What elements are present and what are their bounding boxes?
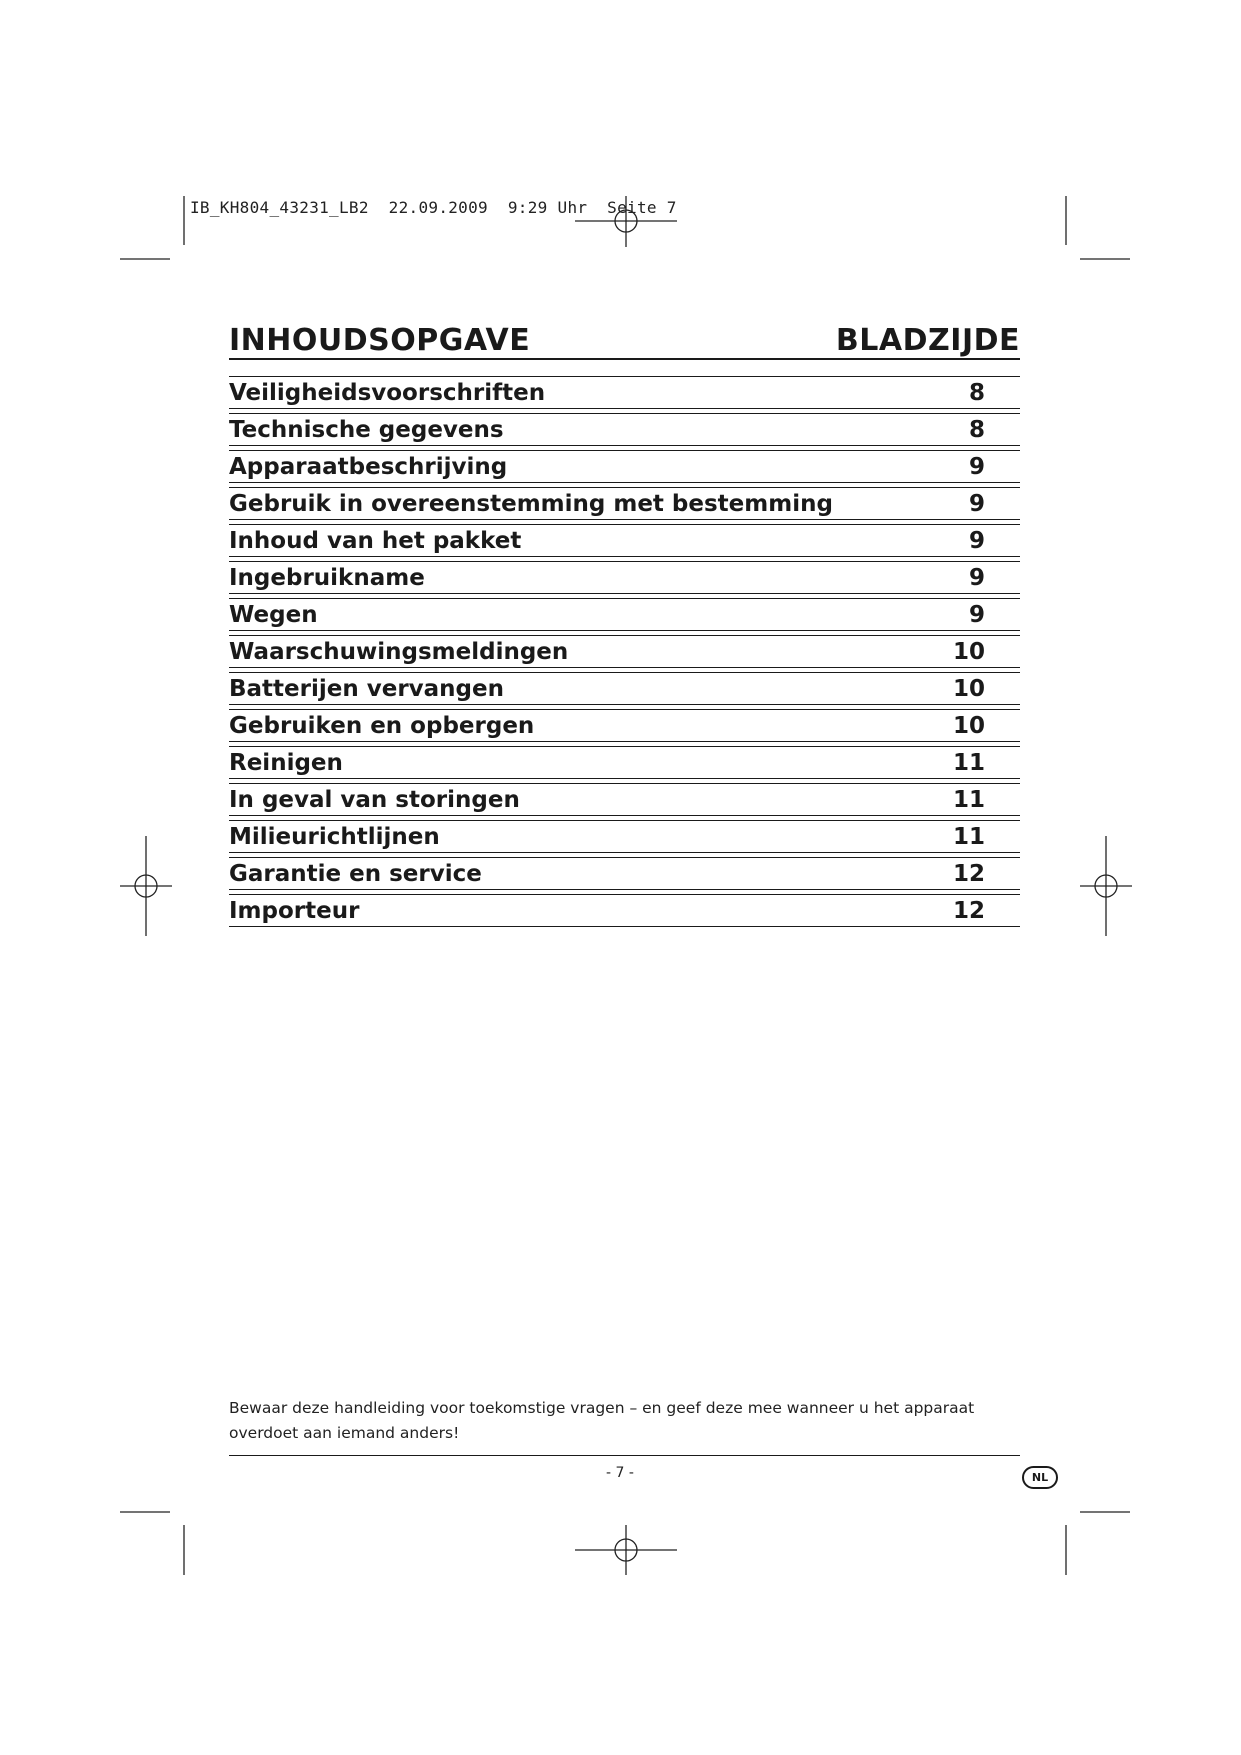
toc-entry-page: 11 [952, 787, 985, 813]
toc-entry-title: Inhoud van het pakket [229, 528, 522, 554]
toc-entry[interactable] [229, 487, 1020, 520]
toc-entry-title: Wegen [229, 602, 318, 628]
toc-entry[interactable] [229, 709, 1020, 742]
toc-entry[interactable] [229, 746, 1020, 779]
toc-entry-title: Gebruik in overeenstemming met bestemming [229, 491, 833, 517]
toc-entry-page: 10 [952, 713, 985, 739]
footer-note: Bewaar deze handleiding voor toekomstige vragen – en geef deze mee wanneer u het apparaat overdoet aan iemand anders! [229, 1399, 975, 1442]
toc-entry[interactable] [229, 635, 1020, 668]
toc-entry-title: Technische gegevens [229, 417, 504, 443]
toc-entry[interactable] [229, 376, 1020, 409]
toc-entry-title: Batterijen vervangen [229, 676, 504, 702]
toc-entry-page: 12 [952, 861, 985, 887]
page-number: - 7 - [606, 1465, 634, 1481]
table-of-contents [229, 318, 1020, 931]
toc-entry-page: 9 [968, 491, 985, 517]
footer-divider [229, 1455, 1020, 1456]
toc-entry-title: Garantie en service [229, 861, 482, 887]
toc-entry[interactable] [229, 820, 1020, 853]
toc-list [229, 376, 1020, 927]
toc-entry-title: Reinigen [229, 750, 343, 776]
toc-entry[interactable] [229, 561, 1020, 594]
toc-entry-page: 11 [952, 750, 985, 776]
language-badge: NL [1022, 1466, 1058, 1489]
print-slug: IB_KH804_43231_LB2 22.09.2009 9:29 Uhr Seite 7 [190, 198, 677, 217]
toc-entry-title: Importeur [229, 898, 360, 924]
toc-entry[interactable] [229, 783, 1020, 816]
toc-entry-page: 8 [968, 380, 985, 406]
toc-entry[interactable] [229, 524, 1020, 557]
toc-entry-page: 9 [968, 454, 985, 480]
toc-entry-page: 9 [968, 602, 985, 628]
toc-entry-title: Gebruiken en opbergen [229, 713, 535, 739]
toc-entry[interactable] [229, 598, 1020, 631]
toc-heading: INHOUDSOPGAVE [229, 323, 531, 358]
toc-entry-title: Milieurichtlijnen [229, 824, 440, 850]
toc-entry-title: Veiligheidsvoorschriften [229, 380, 546, 406]
toc-entry-title: Ingebruikname [229, 565, 425, 591]
toc-entry[interactable] [229, 450, 1020, 483]
toc-entry-page: 10 [952, 639, 985, 665]
toc-page-heading: BLADZIJDE [835, 323, 1020, 358]
toc-entry-page: 9 [968, 528, 985, 554]
toc-entry-page: 10 [952, 676, 985, 702]
toc-entry[interactable] [229, 857, 1020, 890]
toc-entry[interactable] [229, 894, 1020, 927]
toc-entry-page: 9 [968, 565, 985, 591]
toc-entry-page: 12 [952, 898, 985, 924]
toc-header [229, 318, 1020, 360]
toc-entry-title: Apparaatbeschrijving [229, 454, 508, 480]
toc-entry[interactable] [229, 672, 1020, 705]
toc-entry-page: 8 [968, 417, 985, 443]
toc-entry[interactable] [229, 413, 1020, 446]
toc-entry-title: In geval van storingen [229, 787, 520, 813]
toc-entry-title: Waarschuwingsmeldingen [229, 639, 569, 665]
toc-entry-page: 11 [952, 824, 985, 850]
